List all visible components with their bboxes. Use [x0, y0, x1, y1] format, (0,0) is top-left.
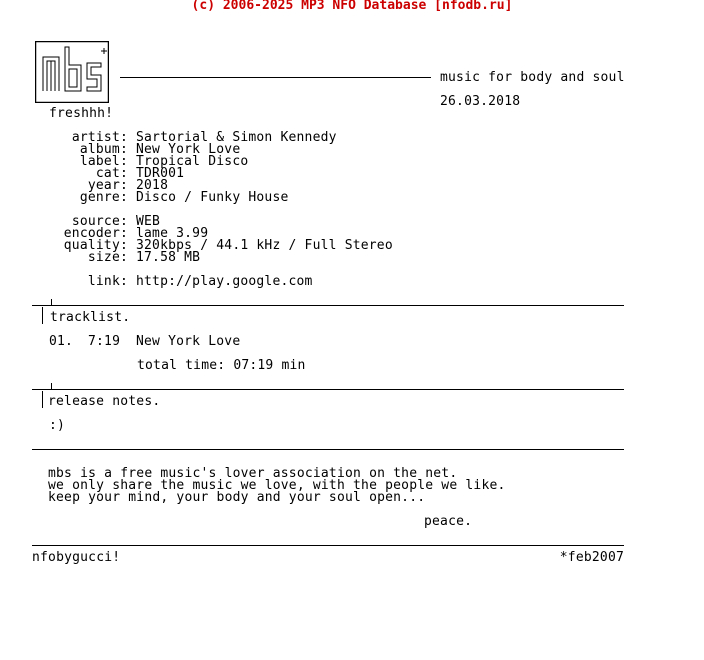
footer-line-3: keep your mind, your body and your soul open...	[48, 490, 426, 505]
source-value: WEB	[136, 214, 161, 229]
encoder-label: encoder:	[63, 226, 128, 241]
artist-label: artist:	[71, 130, 128, 145]
tracklist-title: tracklist.	[50, 310, 131, 325]
site-header: (c) 2006-2025 MP3 NFO Database [nfodb.ru]	[191, 0, 513, 13]
greeting: freshhh!	[49, 106, 114, 121]
year-value: 2018	[136, 178, 169, 193]
link-label: link:	[87, 274, 128, 289]
credits-right: *feb2007	[559, 550, 624, 565]
genre-label: genre:	[79, 190, 128, 205]
artist-value: Sartorial & Simon Kennedy	[136, 130, 337, 145]
mbs-logo	[35, 41, 109, 103]
quality-value: 320kbps / 44.1 kHz / Full Stereo	[136, 238, 393, 253]
tracklist-tick	[51, 299, 52, 305]
catalog-label: cat:	[95, 166, 128, 181]
quality-label: quality:	[63, 238, 128, 253]
header-rule	[120, 77, 431, 78]
size-label: size:	[87, 250, 128, 265]
tracklist-rule	[32, 305, 624, 306]
footer-rule	[32, 449, 624, 450]
release-notes-tick	[51, 383, 52, 389]
track-time: 7:19	[88, 334, 121, 349]
credits-left: nfobygucci!	[32, 550, 121, 565]
track-title: New York Love	[136, 334, 241, 349]
track-number: 01.	[49, 334, 74, 349]
peace-signoff: peace.	[424, 514, 473, 529]
footer-line-2: we only share the music we love, with the people we like.	[48, 478, 506, 493]
release-notes-rule	[32, 389, 624, 390]
release-date: 26.03.2018	[440, 94, 521, 109]
total-time: total time: 07:19 min	[137, 358, 306, 373]
album-label: album:	[79, 142, 128, 157]
link-value[interactable]: http://play.google.com	[136, 274, 313, 289]
tracklist-bar	[42, 307, 43, 324]
encoder-value: lame 3.99	[136, 226, 209, 241]
release-notes-title: release notes.	[48, 394, 161, 409]
release-notes-body: :)	[49, 418, 66, 433]
tagline: music for body and soul	[440, 70, 625, 85]
release-notes-bar	[42, 391, 43, 408]
size-value: 17.58 MB	[136, 250, 201, 265]
year-label: year:	[87, 178, 128, 193]
album-value: New York Love	[136, 142, 241, 157]
record-label-label: label:	[79, 154, 128, 169]
source-label: source:	[71, 214, 128, 229]
record-label-value: Tropical Disco	[136, 154, 249, 169]
credits-rule	[32, 545, 624, 546]
catalog-value: TDR001	[136, 166, 185, 181]
genre-value: Disco / Funky House	[136, 190, 289, 205]
footer-line-1: mbs is a free music's lover association on the net.	[48, 466, 458, 481]
